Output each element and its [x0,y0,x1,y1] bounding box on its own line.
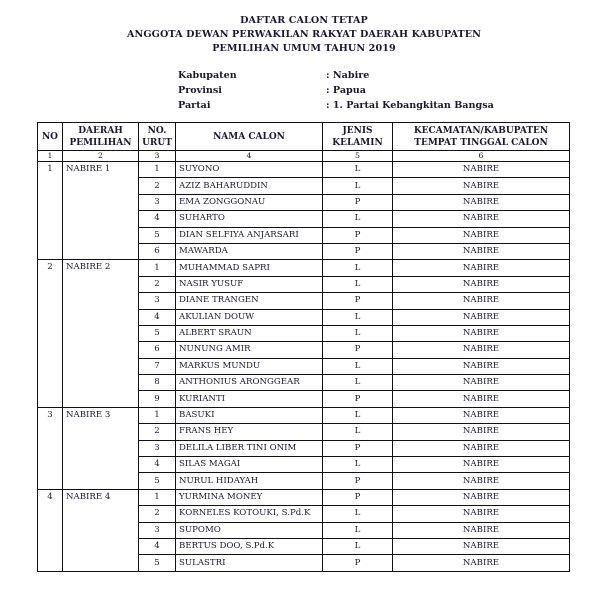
no-urut: 2 [139,178,176,194]
jenis-kelamin: L [323,211,393,227]
tempat-tinggal: NABIRE [393,440,570,456]
kabupaten-label: Kabupaten [178,70,237,81]
no-urut: 3 [139,522,176,538]
provinsi-label: Provinsi [178,85,222,96]
header-jenis-kelamin: JENIS KELAMIN [323,123,393,151]
tempat-tinggal: NABIRE [393,522,570,538]
no-urut: 3 [139,194,176,210]
tempat-tinggal: NABIRE [393,243,570,259]
jenis-kelamin: P [323,342,393,358]
tempat-tinggal: NABIRE [393,473,570,489]
nama-calon: ANTHONIUS ARONGGEAR [176,375,323,391]
group-no: 4 [38,489,63,571]
jenis-kelamin: L [323,276,393,292]
no-urut: 6 [139,342,176,358]
jenis-kelamin: L [323,538,393,554]
daerah-pemilihan: NABIRE 1 [63,162,139,260]
nama-calon: MUHAMMAD SAPRI [176,260,323,276]
header-no: NO [38,123,63,151]
table-row [38,260,570,276]
group-no: 3 [38,407,63,489]
nama-calon: BASUKI [176,407,323,423]
nama-calon: DIANE TRANGEN [176,293,323,309]
group-no: 2 [38,260,63,408]
tempat-tinggal: NABIRE [393,538,570,554]
no-urut: 4 [139,211,176,227]
jenis-kelamin: P [323,391,393,407]
jenis-kelamin: L [323,325,393,341]
column-number: 1 [38,151,63,162]
table-row [38,162,570,178]
provinsi-value: : Papua [326,85,366,96]
nama-calon: AKULIAN DOUW [176,309,323,325]
jenis-kelamin: L [323,309,393,325]
jenis-kelamin: P [323,489,393,505]
jenis-kelamin: P [323,473,393,489]
jenis-kelamin: L [323,522,393,538]
title-line-2: ANGGOTA DEWAN PERWAKILAN RAKYAT DAERAH KABUPATEN [126,29,482,40]
no-urut: 1 [139,489,176,505]
nama-calon: SUPOMO [176,522,323,538]
no-urut: 6 [139,243,176,259]
jenis-kelamin: P [323,194,393,210]
table-row [38,407,570,423]
tempat-tinggal: NABIRE [393,424,570,440]
no-urut: 4 [139,309,176,325]
nama-calon: MAWARDA [176,243,323,259]
column-number-row [38,151,570,162]
tempat-tinggal: NABIRE [393,194,570,210]
jenis-kelamin: L [323,375,393,391]
jenis-kelamin: L [323,506,393,522]
tempat-tinggal: NABIRE [393,489,570,505]
nama-calon: DIAN SELFIYA ANJARSARI [176,227,323,243]
tempat-tinggal: NABIRE [393,342,570,358]
kabupaten-value: : Nabire [326,70,370,81]
nama-calon: BERTUS DOO, S.Pd.K [176,538,323,554]
column-number: 4 [176,151,323,162]
column-number: 3 [139,151,176,162]
meta-kabupaten [178,68,494,83]
tempat-tinggal: NABIRE [393,162,570,178]
title-line-3: PEMILIHAN UMUM TAHUN 2019 [212,43,396,54]
nama-calon: SULASTRI [176,555,323,571]
header-nama-calon: NAMA CALON [176,123,323,151]
partai-label: Partai [178,100,211,111]
nama-calon: AZIZ BAHARUDDIN [176,178,323,194]
no-urut: 8 [139,375,176,391]
jenis-kelamin: L [323,162,393,178]
nama-calon: ALBERT SRAUN [176,325,323,341]
no-urut: 3 [139,293,176,309]
daerah-pemilihan: NABIRE 4 [63,489,139,571]
jenis-kelamin: P [323,555,393,571]
meta-partai [178,98,494,113]
no-urut: 1 [139,407,176,423]
no-urut: 1 [139,260,176,276]
partai-value: : 1. Partai Kebangkitan Bangsa [326,100,494,111]
header-daerah-pemilihan: DAERAH PEMILIHAN [63,123,139,151]
candidate-table-body [38,162,570,572]
no-urut: 3 [139,440,176,456]
column-number: 2 [63,151,139,162]
meta-provinsi [178,83,494,98]
title-line-1: DAFTAR CALON TETAP [240,15,368,26]
nama-calon: EMA ZONGGONAU [176,194,323,210]
no-urut: 9 [139,391,176,407]
no-urut: 5 [139,325,176,341]
tempat-tinggal: NABIRE [393,211,570,227]
jenis-kelamin: L [323,260,393,276]
no-urut: 5 [139,473,176,489]
candidate-table [37,122,570,572]
nama-calon: YURMINA MONEY [176,489,323,505]
nama-calon: FRANS HEY [176,424,323,440]
document-meta [178,68,494,113]
jenis-kelamin: L [323,457,393,473]
no-urut: 2 [139,506,176,522]
tempat-tinggal: NABIRE [393,457,570,473]
no-urut: 2 [139,276,176,292]
no-urut: 7 [139,358,176,374]
tempat-tinggal: NABIRE [393,555,570,571]
jenis-kelamin: L [323,358,393,374]
document-title [0,14,608,56]
daerah-pemilihan: NABIRE 3 [63,407,139,489]
tempat-tinggal: NABIRE [393,506,570,522]
no-urut: 4 [139,457,176,473]
jenis-kelamin: P [323,243,393,259]
jenis-kelamin: P [323,227,393,243]
nama-calon: DELILA LIBER TINI ONIM [176,440,323,456]
nama-calon: SILAS MAGAI [176,457,323,473]
tempat-tinggal: NABIRE [393,391,570,407]
nama-calon: NASIR YUSUF [176,276,323,292]
jenis-kelamin: P [323,293,393,309]
no-urut: 5 [139,555,176,571]
header-row [38,123,570,151]
tempat-tinggal: NABIRE [393,358,570,374]
no-urut: 2 [139,424,176,440]
no-urut: 1 [139,162,176,178]
tempat-tinggal: NABIRE [393,260,570,276]
tempat-tinggal: NABIRE [393,178,570,194]
tempat-tinggal: NABIRE [393,293,570,309]
nama-calon: MARKUS MUNDU [176,358,323,374]
group-no: 1 [38,162,63,260]
nama-calon: NURUL HIDAYAH [176,473,323,489]
column-number: 6 [393,151,570,162]
tempat-tinggal: NABIRE [393,227,570,243]
jenis-kelamin: L [323,178,393,194]
no-urut: 4 [139,538,176,554]
no-urut: 5 [139,227,176,243]
daerah-pemilihan: NABIRE 2 [63,260,139,408]
tempat-tinggal: NABIRE [393,276,570,292]
tempat-tinggal: NABIRE [393,375,570,391]
nama-calon: SUYONO [176,162,323,178]
tempat-tinggal: NABIRE [393,325,570,341]
nama-calon: KORNELES KOTOUKI, S.Pd.K [176,506,323,522]
nama-calon: NUNUNG AMIR [176,342,323,358]
jenis-kelamin: L [323,407,393,423]
nama-calon: SUHARTO [176,211,323,227]
header-tempat-tinggal: KECAMATAN/KABUPATEN TEMPAT TINGGAL CALON [393,123,570,151]
jenis-kelamin: P [323,440,393,456]
jenis-kelamin: L [323,424,393,440]
nama-calon: KURIANTI [176,391,323,407]
column-number: 5 [323,151,393,162]
tempat-tinggal: NABIRE [393,407,570,423]
table-row [38,489,570,505]
header-no-urut: NO. URUT [139,123,176,151]
tempat-tinggal: NABIRE [393,309,570,325]
